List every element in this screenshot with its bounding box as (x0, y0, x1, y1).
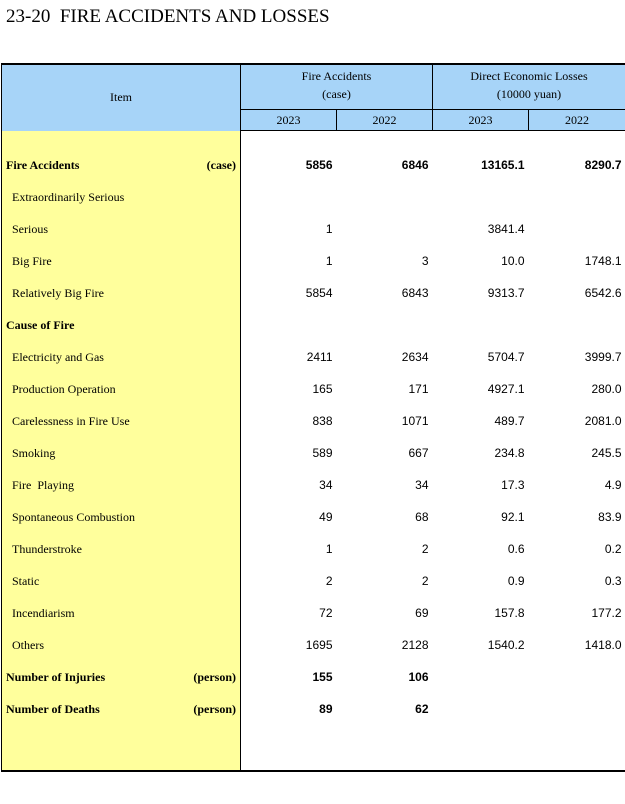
header-year: 2022 (337, 110, 433, 131)
row-item-cell (2, 693, 241, 725)
table-row (2, 373, 625, 405)
value-cell: 2411 (306, 350, 333, 364)
value-cell: 62 (415, 702, 429, 716)
table-row (2, 437, 625, 469)
value-cell: 6542.6 (584, 286, 622, 300)
value-cell: 92.1 (501, 510, 525, 524)
row-label: Carelessness in Fire Use (12, 413, 130, 428)
value-cell: 2081.0 (584, 414, 622, 428)
value-cell (529, 693, 625, 725)
row-item-cell (2, 373, 241, 405)
header-unit-case: (case) (241, 87, 433, 110)
table-row (2, 565, 625, 597)
header-year: 2023 (241, 110, 337, 131)
value-cell: 0.9 (507, 574, 525, 588)
spacer-cell (433, 725, 529, 771)
value-cell: 2 (421, 574, 429, 588)
table-row (2, 341, 625, 373)
row-item-cell (2, 565, 241, 597)
fire-accidents-table (1, 63, 625, 772)
value-cell: 3841.4 (487, 222, 525, 236)
value-cell: 4927.1 (487, 382, 525, 396)
row-item-cell (2, 469, 241, 501)
value-cell: 6843 (401, 286, 429, 300)
value-cell: 2128 (401, 638, 429, 652)
value-cell: 4.9 (604, 478, 622, 492)
row-label: Electricity and Gas (12, 349, 104, 364)
value-cell (433, 309, 529, 341)
row-item-cell (2, 245, 241, 277)
value-cell: 234.8 (494, 446, 525, 460)
header-fire-accidents: Fire Accidents (241, 64, 433, 87)
table-row (2, 469, 625, 501)
value-cell: 6846 (401, 158, 429, 172)
value-cell (337, 309, 433, 341)
table-row (2, 693, 625, 725)
value-cell: 3 (421, 254, 429, 268)
page-title: 23-20 FIRE ACCIDENTS AND LOSSES (6, 6, 330, 27)
row-unit: (person) (193, 701, 236, 716)
table-row (2, 245, 625, 277)
header-item: Item (2, 64, 241, 131)
row-unit: (case) (206, 157, 236, 172)
row-label: Serious (12, 221, 48, 236)
row-label: Smoking (12, 445, 56, 460)
row-item-cell (2, 213, 241, 245)
table-row (2, 661, 625, 693)
row-label: Big Fire (12, 253, 52, 268)
row-item-cell (2, 629, 241, 661)
spacer-cell (2, 131, 241, 150)
spacer-cell (433, 131, 529, 150)
value-cell: 68 (415, 510, 429, 524)
row-label: Fire Playing (12, 477, 74, 492)
spacer-cell (241, 725, 337, 771)
spacer-cell (337, 131, 433, 150)
table-row (2, 181, 625, 213)
value-cell: 245.5 (591, 446, 622, 460)
value-cell: 8290.7 (584, 158, 622, 172)
row-label: Relatively Big Fire (12, 285, 104, 300)
value-cell: 1 (325, 222, 333, 236)
value-cell: 83.9 (598, 510, 622, 524)
row-item-cell (2, 309, 241, 341)
table-row (2, 309, 625, 341)
value-cell: 0.6 (507, 542, 525, 556)
value-cell: 1748.1 (584, 254, 622, 268)
value-cell (529, 309, 625, 341)
table-row (2, 277, 625, 309)
value-cell (337, 181, 433, 213)
value-cell: 9313.7 (487, 286, 525, 300)
row-label: Spontaneous Combustion (12, 509, 136, 524)
row-item-cell (2, 533, 241, 565)
value-cell: 1418.0 (584, 638, 622, 652)
row-item-cell (2, 277, 241, 309)
row-label: Number of Injuries (6, 669, 106, 684)
value-cell: 34 (319, 478, 333, 492)
row-label: Fire Accidents (6, 157, 80, 172)
table-row (2, 533, 625, 565)
value-cell (433, 693, 529, 725)
value-cell: 589 (312, 446, 333, 460)
row-label: Extraordinarily Serious (12, 189, 125, 204)
spacer-cell (241, 131, 337, 150)
value-cell: 89 (319, 702, 333, 716)
value-cell: 10.0 (501, 254, 525, 268)
row-item-cell (2, 661, 241, 693)
value-cell (433, 181, 529, 213)
row-item-cell (2, 437, 241, 469)
value-cell (529, 213, 625, 245)
header-unit-yuan: (10000 yuan) (433, 87, 625, 110)
row-item-cell (2, 501, 241, 533)
value-cell: 5856 (305, 158, 333, 172)
value-cell: 5854 (305, 286, 333, 300)
spacer-row (2, 131, 625, 150)
row-unit: (person) (193, 669, 236, 684)
value-cell: 155 (312, 670, 333, 684)
spacer-cell (2, 725, 241, 771)
header-year: 2022 (529, 110, 625, 131)
value-cell: 1540.2 (487, 638, 525, 652)
table-header (2, 64, 625, 131)
value-cell: 13165.1 (481, 158, 525, 172)
spacer-cell (337, 725, 433, 771)
value-cell: 280.0 (591, 382, 622, 396)
header-year: 2023 (433, 110, 529, 131)
table-row (2, 501, 625, 533)
table-row (2, 213, 625, 245)
spacer-cell (529, 725, 625, 771)
value-cell: 69 (415, 606, 429, 620)
row-label: Static (12, 573, 40, 588)
value-cell: 0.3 (604, 574, 622, 588)
row-label: Production Operation (12, 381, 116, 396)
value-cell (241, 181, 337, 213)
table-row (2, 149, 625, 181)
spacer-cell (529, 131, 625, 150)
row-item-cell (2, 181, 241, 213)
row-label: Cause of Fire (6, 317, 75, 332)
value-cell: 17.3 (501, 478, 525, 492)
value-cell: 106 (408, 670, 429, 684)
value-cell: 34 (415, 478, 429, 492)
row-label: Thunderstroke (12, 541, 82, 556)
table-row (2, 629, 625, 661)
header-economic-losses: Direct Economic Losses (433, 64, 625, 87)
value-cell (529, 661, 625, 693)
row-item-cell (2, 149, 241, 181)
value-cell: 838 (312, 414, 333, 428)
value-cell: 5704.7 (487, 350, 525, 364)
value-cell: 1 (325, 542, 333, 556)
row-item-cell (2, 341, 241, 373)
value-cell: 2 (421, 542, 429, 556)
value-cell: 171 (408, 382, 429, 396)
value-cell: 2 (325, 574, 333, 588)
value-cell: 1071 (401, 414, 429, 428)
value-cell: 49 (319, 510, 333, 524)
value-cell: 3999.7 (584, 350, 622, 364)
value-cell (337, 213, 433, 245)
row-item-cell (2, 405, 241, 437)
value-cell: 165 (312, 382, 333, 396)
value-cell: 667 (408, 446, 429, 460)
row-label: Incendiarism (12, 605, 75, 620)
table-row (2, 597, 625, 629)
row-item-cell (2, 597, 241, 629)
value-cell (529, 181, 625, 213)
value-cell: 177.2 (591, 606, 622, 620)
value-cell (241, 309, 337, 341)
value-cell (433, 661, 529, 693)
value-cell: 1 (325, 254, 333, 268)
value-cell: 157.8 (494, 606, 525, 620)
table-row (2, 405, 625, 437)
value-cell: 489.7 (494, 414, 525, 428)
row-label: Others (12, 637, 44, 652)
value-cell: 2634 (401, 350, 429, 364)
value-cell: 72 (319, 606, 333, 620)
header-row-groups (2, 64, 625, 87)
value-cell: 0.2 (604, 542, 622, 556)
value-cell: 1695 (305, 638, 333, 652)
table-body (2, 131, 625, 772)
spacer-row (2, 725, 625, 771)
row-label: Number of Deaths (6, 701, 100, 716)
